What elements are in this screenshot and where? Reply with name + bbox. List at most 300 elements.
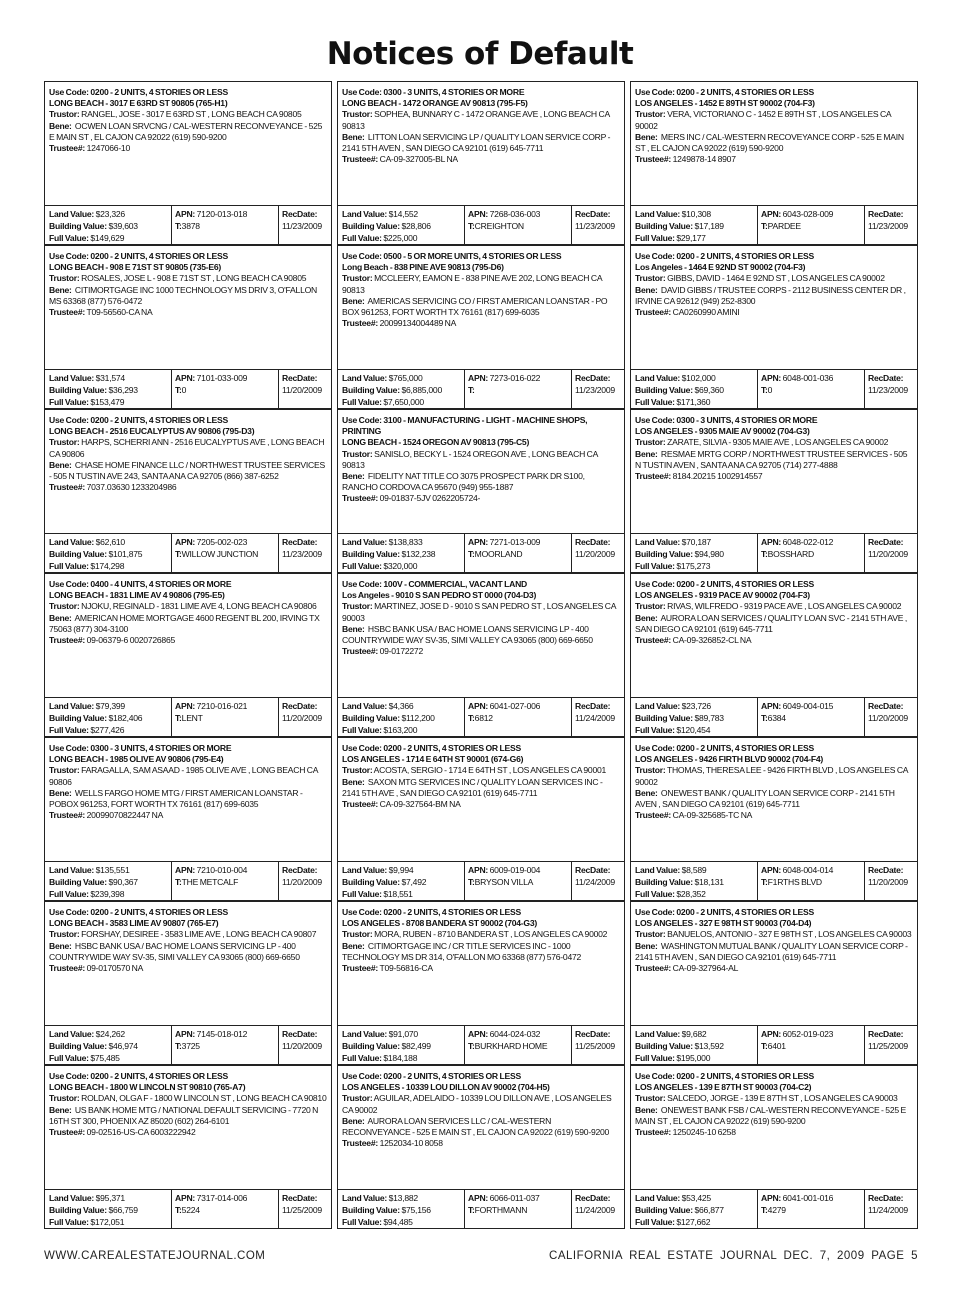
bene-value: CHASE HOME FINANCE LLC / NORTHWEST TRUSTEE SERVICES - 505 N TUSTIN AVE 243, SANTA ANA CA 92705 (866) 387-6252 <box>49 459 325 482</box>
trustee-value: 8184.20215 1002914557 <box>672 471 763 482</box>
land-value-amount: $53,425 <box>681 1193 711 1203</box>
trustor-value: ROSALES, JOSE L - 908 E 71ST ST , LONG BEACH CA 90805 <box>81 273 307 284</box>
recdate-column <box>278 206 331 244</box>
notice-card <box>630 81 918 245</box>
trustor-label: Trustor: <box>635 109 666 120</box>
notice-info <box>631 574 917 697</box>
notice-values <box>45 697 331 736</box>
apn-value: 7101-033-009 <box>196 373 248 383</box>
apn-label: APN: <box>761 1029 782 1039</box>
notice-values <box>45 1189 331 1228</box>
trustee-label: Trustee#: <box>49 810 85 821</box>
land-value-amount: $765,000 <box>388 373 423 383</box>
notice-info <box>45 738 331 861</box>
recdate-column <box>571 1190 624 1228</box>
trustee-line <box>342 646 620 657</box>
footer-website: WWW.CAREALESTATEJOURNAL.COM <box>44 1250 266 1262</box>
building-value-amount: $18,131 <box>694 877 724 887</box>
trustor-label: Trustor: <box>635 765 666 776</box>
tract <box>175 1040 278 1052</box>
trustor-label: Trustor: <box>635 437 666 448</box>
trustor-label: Trustor: <box>49 437 80 448</box>
building-value <box>635 220 757 232</box>
recdate-label-text: RecDate: <box>282 537 318 547</box>
bene-value: AMERICAN HOME MORTGAGE 4600 REGENT BL 200, IRVING TX 75063 (877) 304-3100 <box>49 612 320 634</box>
use-code: Use Code: 0200 - 2 UNITS, 4 STORIES OR LESS <box>342 743 521 753</box>
trustor-value: AGUILAR, ADELAIDO - 10339 LOU DILLON AVE , LOS ANGELES CA 90002 <box>342 1093 612 1115</box>
apn <box>468 1028 571 1040</box>
trustee-line <box>49 1127 327 1138</box>
land-value-amount: $102,000 <box>681 373 716 383</box>
building-value-label: Building Value: <box>49 877 107 887</box>
building-value-amount: $46,974 <box>108 1041 138 1051</box>
trustee-line <box>635 471 913 482</box>
trustor-label: Trustor: <box>342 601 373 612</box>
bene-label: Bene: <box>49 459 72 470</box>
building-value-label: Building Value: <box>49 713 107 723</box>
value-column <box>338 534 464 572</box>
building-value <box>49 220 171 232</box>
full-value <box>635 232 757 244</box>
notice-values <box>338 1025 624 1064</box>
property-address: LOS ANGELES - 9319 PACE AV 90002 (704-F3) <box>635 590 810 601</box>
full-value-label: Full Value: <box>635 889 675 899</box>
tract <box>468 1204 571 1216</box>
land-value-label: Land Value: <box>49 537 94 547</box>
apn-label: APN: <box>175 865 196 875</box>
value-column <box>338 698 464 736</box>
trustor-line <box>635 109 913 131</box>
bene-value: ONEWEST BANK / QUALITY LOAN SERVICE CORP - 2141 5TH AVEN , SAN DIEGO CA 92101 (619) 645-7711 <box>635 787 895 810</box>
use-code: Use Code: 0400 - 4 UNITS, 4 STORIES OR MORE <box>49 579 232 589</box>
recdate-label <box>868 372 917 384</box>
apn-column <box>464 206 571 244</box>
trustor-value: MORA, RUBEN - 8710 BANDERA ST , LOS ANGELES CA 90002 <box>374 929 608 940</box>
value-column <box>631 1026 757 1064</box>
use-code: Use Code: 0200 - 2 UNITS, 4 STORIES OR LESS <box>342 1071 521 1081</box>
apn <box>761 1028 864 1040</box>
building-value-amount: $75,156 <box>401 1205 431 1215</box>
trustee-value: 09-0170570 NA <box>86 963 144 974</box>
land-value <box>635 700 757 712</box>
apn-label: APN: <box>468 865 489 875</box>
land-value-label: Land Value: <box>635 373 680 383</box>
building-value-label: Building Value: <box>49 549 107 559</box>
land-value-label: Land Value: <box>49 1193 94 1203</box>
bene-value: LITTON LOAN SERVICING LP / QUALITY LOAN SERVICE CORP - 2141 5TH AVEN , SAN DIEGO CA 92101 (619) 645-7711 <box>342 131 611 154</box>
trustee-line <box>342 799 620 810</box>
full-value-label: Full Value: <box>342 397 382 407</box>
trustor-line <box>635 273 913 284</box>
bene-line <box>49 460 327 482</box>
recdate-label <box>282 700 331 712</box>
trustee-label: Trustee#: <box>635 963 671 974</box>
recdate-column <box>571 862 624 900</box>
full-value-label: Full Value: <box>342 725 382 735</box>
full-value-amount: $163,200 <box>383 725 418 735</box>
land-value-amount: $135,551 <box>95 865 130 875</box>
building-value-amount: $6,885,000 <box>401 385 442 395</box>
full-value <box>635 724 757 736</box>
land-value-amount: $62,610 <box>95 537 125 547</box>
apn <box>175 372 278 384</box>
trustor-line <box>342 109 620 131</box>
full-value-amount: $171,360 <box>676 397 711 407</box>
apn-label: APN: <box>468 1193 489 1203</box>
recdate-column <box>571 534 624 572</box>
apn <box>175 1192 278 1204</box>
trustor-line <box>49 109 327 120</box>
trustee-line <box>342 963 620 974</box>
land-value-amount: $9,682 <box>681 1029 707 1039</box>
full-value-label: Full Value: <box>342 1217 382 1227</box>
trustor-line <box>49 273 327 284</box>
trustee-label: Trustee#: <box>635 471 671 482</box>
recdate-label-text: RecDate: <box>282 209 318 219</box>
value-column <box>338 370 464 408</box>
recdate-column <box>278 534 331 572</box>
trustor-label: Trustor: <box>342 273 373 284</box>
building-value-label: Building Value: <box>49 385 107 395</box>
bene-label: Bene: <box>49 120 72 131</box>
tract-label: T: <box>761 221 768 231</box>
tract-value: PARDEE <box>767 221 801 231</box>
notice-card <box>337 81 625 245</box>
full-value-label: Full Value: <box>342 1053 382 1063</box>
property-address: LONG BEACH - 1524 OREGON AV 90813 (795-C5) <box>342 437 530 448</box>
full-value-amount: $172,051 <box>90 1217 125 1227</box>
bene-line <box>49 1105 327 1127</box>
property-address: LONG BEACH - 1831 LIME AV 4 90806 (795-E5) <box>49 590 225 601</box>
trustee-value: CA-09-327964-AL <box>672 963 739 974</box>
trustee-value: 1250245-10 6258 <box>672 1127 736 1138</box>
apn <box>761 1192 864 1204</box>
recdate-label-text: RecDate: <box>575 1029 611 1039</box>
bene-value: HSBC BANK USA / BAC HOME LOANS SERVICING LP - 400 COUNTRYWIDE WAY SV-35, SIMI VALLEY CA 93065 (800) 669-6650 <box>342 623 593 646</box>
use-code: Use Code: 0200 - 2 UNITS, 4 STORIES OR LESS <box>635 1071 814 1081</box>
bene-label: Bene: <box>49 940 72 951</box>
trustee-label: Trustee#: <box>49 1127 85 1138</box>
notice-values <box>45 861 331 900</box>
full-value-label: Full Value: <box>49 889 89 899</box>
recdate-label-text: RecDate: <box>282 701 318 711</box>
building-value-amount: $66,759 <box>108 1205 138 1215</box>
use-code: Use Code: 0300 - 3 UNITS, 4 STORIES OR MORE <box>342 87 525 97</box>
property-address: LONG BEACH - 1472 ORANGE AV 90813 (795-F5) <box>342 98 528 109</box>
full-value <box>49 396 171 408</box>
apn-value: 6009-019-004 <box>489 865 541 875</box>
building-value <box>635 1040 757 1052</box>
property-address: Long Beach - 838 PINE AVE 90813 (795-D6) <box>342 262 504 273</box>
apn-label: APN: <box>175 537 196 547</box>
tract <box>468 548 571 560</box>
recdate-column <box>864 1190 917 1228</box>
recdate-label <box>868 700 917 712</box>
trustor-label: Trustor: <box>49 1093 80 1104</box>
apn-label: APN: <box>468 373 489 383</box>
apn-column <box>464 862 571 900</box>
trustor-value: NJOKU, REGINALD - 1831 LIME AVE 4, LONG BEACH CA 90806 <box>81 601 317 612</box>
trustor-value: RIVAS, WILFREDO - 9319 PACE AVE , LOS ANGELES CA 90002 <box>667 601 902 612</box>
property-address: LONG BEACH - 2516 EUCALYPTUS AV 90806 (795-D3) <box>49 426 255 437</box>
trustor-label: Trustor: <box>635 273 666 284</box>
land-value <box>635 208 757 220</box>
trustee-line <box>49 307 327 318</box>
bene-line <box>342 471 620 493</box>
apn-value: 7120-013-018 <box>196 209 248 219</box>
tract-value: 0 <box>767 385 773 395</box>
tract-label: T: <box>468 549 475 559</box>
building-value-amount: $13,592 <box>694 1041 724 1051</box>
bene-value: MERS INC / CAL-WESTERN RECOVEYANCE CORP - 525 E MAIN ST , EL CAJON CA 92022 (619) 590-9200 <box>635 131 904 154</box>
bene-label: Bene: <box>342 295 365 306</box>
trustee-label: Trustee#: <box>342 963 378 974</box>
trustor-value: SANISLO, BECKY L - 1524 OREGON AVE , LONG BEACH CA 90813 <box>342 448 598 470</box>
trustee-line <box>635 154 913 165</box>
tract-label: T: <box>761 877 768 887</box>
property-address: LOS ANGELES - 1714 E 64TH ST 90001 (674-G6) <box>342 754 524 765</box>
tract <box>761 1204 864 1216</box>
use-code: Use Code: 0200 - 2 UNITS, 4 STORIES OR LESS <box>49 87 228 97</box>
recdate-label <box>282 536 331 548</box>
bene-line <box>49 285 327 307</box>
building-value-amount: $36,293 <box>108 385 138 395</box>
recdate-label-text: RecDate: <box>282 865 318 875</box>
notice-card <box>44 901 332 1065</box>
full-value-amount: $75,485 <box>90 1053 120 1063</box>
apn-label: APN: <box>468 701 489 711</box>
tract-label: T: <box>175 385 182 395</box>
apn-column <box>757 534 864 572</box>
recdate-label-text: RecDate: <box>868 1193 904 1203</box>
recdate-value: 11/20/2009 <box>282 1041 322 1051</box>
full-value <box>342 560 464 572</box>
bene-line <box>635 132 913 154</box>
value-column <box>631 370 757 408</box>
bene-line <box>49 613 327 635</box>
notice-values <box>338 1189 624 1228</box>
land-value-amount: $138,833 <box>388 537 423 547</box>
recdate-column <box>571 206 624 244</box>
building-value <box>635 876 757 888</box>
land-value-amount: $8,589 <box>681 865 707 875</box>
use-code: Use Code: 0200 - 2 UNITS, 4 STORIES OR LESS <box>635 743 814 753</box>
trustee-value: 09-01837-5JV 0262205724- <box>379 493 481 504</box>
trustee-line <box>635 963 913 974</box>
bene-value: HSBC BANK USA / BAC HOME LOANS SERVICING LP - 400 COUNTRYWIDE WAY SV-35, SIMI VALLEY CA 93065 (800) 669-6650 <box>49 940 300 962</box>
trustor-value: ZARATE, SILVIA - 9305 MAIE AVE , LOS ANGELES CA 90002 <box>667 437 889 448</box>
trustor-label: Trustor: <box>49 929 80 940</box>
trustee-value: 1247066-10 <box>86 143 130 154</box>
building-value <box>635 1204 757 1216</box>
building-value-amount: $69,360 <box>694 385 724 395</box>
apn-label: APN: <box>175 209 196 219</box>
recdate-value: 11/23/2009 <box>868 385 908 395</box>
full-value-label: Full Value: <box>635 1217 675 1227</box>
trustee-label: Trustee#: <box>342 799 378 810</box>
trustee-line <box>49 963 327 974</box>
apn-column <box>171 370 278 408</box>
property-address: Los Angeles - 9010 S SAN PEDRO ST 0000 (704-D3) <box>342 590 537 601</box>
tract-value: BURKHARD HOME <box>474 1041 548 1051</box>
use-code: Use Code: 0300 - 3 UNITS, 4 STORIES OR MORE <box>635 415 818 425</box>
notice-info <box>631 1066 917 1189</box>
trustor-line <box>49 1093 327 1104</box>
building-value-amount: $82,499 <box>401 1041 431 1051</box>
recdate-label <box>868 536 917 548</box>
apn-value: 6043-028-009 <box>782 209 834 219</box>
full-value <box>635 1052 757 1064</box>
full-value-amount: $149,629 <box>90 233 125 243</box>
trustor-line <box>49 437 327 459</box>
land-value <box>635 536 757 548</box>
recdate-column <box>278 370 331 408</box>
trustor-value: MARTINEZ, JOSE D - 9010 S SAN PEDRO ST , LOS ANGELES CA 90003 <box>342 601 616 623</box>
bene-line <box>635 788 913 810</box>
notice-card <box>337 901 625 1065</box>
recdate-label-text: RecDate: <box>868 209 904 219</box>
recdate-value: 11/20/2009 <box>575 549 615 559</box>
recdate-label-text: RecDate: <box>868 537 904 547</box>
property-address: LONG BEACH - 3017 E 63RD ST 90805 (765-H1) <box>49 98 228 109</box>
apn <box>761 864 864 876</box>
bene-label: Bene: <box>49 612 72 623</box>
building-value-label: Building Value: <box>342 877 400 887</box>
recdate-column <box>864 534 917 572</box>
trustor-label: Trustor: <box>635 601 666 612</box>
recdate-value: 11/20/2009 <box>868 713 908 723</box>
land-value-label: Land Value: <box>635 1029 680 1039</box>
land-value-amount: $24,262 <box>95 1029 125 1039</box>
recdate-label <box>868 864 917 876</box>
notice-info <box>45 1066 331 1189</box>
tract <box>761 712 864 724</box>
building-value <box>49 1040 171 1052</box>
trustor-line <box>342 1093 620 1115</box>
tract-label: T: <box>468 385 475 395</box>
land-value-amount: $14,552 <box>388 209 418 219</box>
value-column <box>338 1026 464 1064</box>
tract-label: T: <box>175 1205 182 1215</box>
notice-values <box>338 697 624 736</box>
land-value <box>635 1192 757 1204</box>
apn-label: APN: <box>761 373 782 383</box>
full-value-label: Full Value: <box>49 233 89 243</box>
trustee-value: 09-02516-US-CA 6003222942 <box>86 1127 196 1138</box>
land-value-label: Land Value: <box>342 865 387 875</box>
apn-label: APN: <box>175 373 196 383</box>
building-value <box>49 384 171 396</box>
bene-line <box>635 613 913 635</box>
trustee-value: 20099134004489 NA <box>379 318 457 329</box>
apn-value: 6048-004-014 <box>782 865 834 875</box>
trustee-line <box>342 1138 620 1149</box>
trustor-value: RANGEL, JOSE - 3017 E 63RD ST , LONG BEACH CA 90805 <box>81 109 302 120</box>
apn-value: 6041-001-016 <box>782 1193 834 1203</box>
apn-value: 7210-016-021 <box>196 701 248 711</box>
recdate-label-text: RecDate: <box>868 865 904 875</box>
full-value <box>342 1216 464 1228</box>
tract-label: T: <box>175 1041 182 1051</box>
recdate-label <box>575 536 624 548</box>
land-value <box>342 700 464 712</box>
notice-values <box>631 861 917 900</box>
use-code: Use Code: 0300 - 3 UNITS, 4 STORIES OR MORE <box>49 743 232 753</box>
full-value-amount: $153,479 <box>90 397 125 407</box>
notice-info <box>631 738 917 861</box>
trustee-label: Trustee#: <box>49 963 85 974</box>
bene-value: US BANK HOME MTG / NATIONAL DEFAULT SERVICING - 7720 N 16TH ST 300, PHOENIX AZ 85020 (602) 264-6101 <box>49 1104 319 1126</box>
recdate-column <box>864 370 917 408</box>
bene-label: Bene: <box>635 940 658 951</box>
tract-label: T: <box>468 1041 475 1051</box>
land-value <box>342 208 464 220</box>
full-value <box>49 724 171 736</box>
trustee-value: T09-56560-CA NA <box>86 307 153 318</box>
notice-info <box>45 902 331 1025</box>
apn-value: 6048-022-012 <box>782 537 834 547</box>
value-column <box>631 534 757 572</box>
building-value-label: Building Value: <box>635 549 693 559</box>
building-value <box>49 548 171 560</box>
trustee-label: Trustee#: <box>635 810 671 821</box>
building-value-label: Building Value: <box>635 877 693 887</box>
apn <box>175 208 278 220</box>
full-value-amount: $174,298 <box>90 561 125 571</box>
trustor-label: Trustor: <box>49 273 80 284</box>
tract-value: FORTHMANN <box>474 1205 528 1215</box>
land-value-amount: $31,574 <box>95 373 125 383</box>
notice-values <box>631 533 917 572</box>
notice-card <box>630 901 918 1065</box>
bene-line <box>635 285 913 307</box>
tract <box>761 384 864 396</box>
full-value <box>49 232 171 244</box>
trustor-value: SALCEDO, JORGE - 139 E 87TH ST , LOS ANGELES CA 90003 <box>667 1093 898 1104</box>
trustee-value: CA0260990 AMINI <box>672 307 740 318</box>
land-value-label: Land Value: <box>635 209 680 219</box>
apn-column <box>171 862 278 900</box>
trustor-line <box>635 1093 913 1104</box>
apn-label: APN: <box>761 209 782 219</box>
land-value <box>49 1192 171 1204</box>
recdate-value: 11/23/2009 <box>868 221 908 231</box>
bene-value: WASHINGTON MUTUAL BANK / QUALITY LOAN SERVICE CORP - 2141 5TH AVEN , SAN DIEGO CA 92101 (619) 645-7711 <box>635 940 908 962</box>
value-column <box>45 1026 171 1064</box>
use-code: Use Code: 0200 - 2 UNITS, 4 STORIES OR LESS <box>635 87 814 97</box>
trustor-value: VERA, VICTORIANO C - 1452 E 89TH ST , LOS ANGELES CA 90002 <box>635 109 891 131</box>
land-value <box>49 536 171 548</box>
bene-label: Bene: <box>342 623 365 634</box>
building-value-amount: $94,980 <box>694 549 724 559</box>
full-value-label: Full Value: <box>635 1053 675 1063</box>
notice-card <box>630 1065 918 1229</box>
full-value-amount: $120,454 <box>676 725 711 735</box>
recdate-column <box>278 1026 331 1064</box>
notice-card <box>337 1065 625 1229</box>
notice-info <box>338 902 624 1025</box>
notice-info <box>338 246 624 369</box>
apn <box>468 372 571 384</box>
bene-label: Bene: <box>49 787 72 798</box>
full-value-label: Full Value: <box>49 561 89 571</box>
apn-column <box>171 534 278 572</box>
value-column <box>338 862 464 900</box>
notice-info <box>338 410 624 533</box>
full-value <box>342 396 464 408</box>
bene-label: Bene: <box>635 131 658 142</box>
recdate-label <box>575 864 624 876</box>
